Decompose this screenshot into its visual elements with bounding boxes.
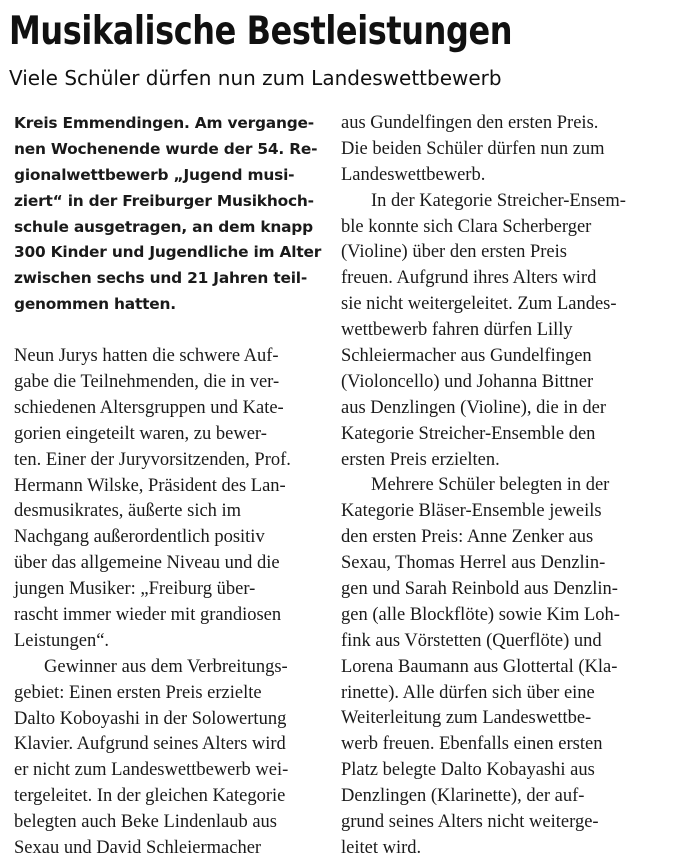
text-line: tergeleitet. In der gleichen Kategorie	[14, 786, 286, 807]
text-line: gionalwettbewerb „Jugend musi-	[14, 165, 295, 184]
body-paragraph-strings	[341, 189, 663, 474]
text-line: ble konnte sich Clara Scherberger	[341, 216, 592, 237]
text-line: gabe die Teilnehmenden, die in ver-	[14, 372, 280, 393]
body-paragraph-continuation	[341, 111, 663, 189]
text-line: über das allgemeine Niveau und die	[14, 553, 280, 574]
text-line: Schleiermacher aus Gundelfingen	[341, 346, 592, 367]
text-line: jungen Musiker: „Freiburg über-	[14, 579, 256, 600]
text-line: rinette). Alle dürfen sich über eine	[341, 682, 595, 703]
text-line: In der Kategorie Streicher-Ensem-	[371, 190, 626, 211]
text-line: genommen hatten.	[14, 295, 176, 314]
article-headline: Musikalische Bestleistungen	[9, 9, 513, 54]
text-line: Nachgang außerordentlich positiv	[14, 527, 265, 548]
body-paragraph-winners	[14, 655, 336, 862]
text-line: er nicht zum Landeswettbewerb wei-	[14, 760, 289, 781]
text-line: desmusikrates, äußerte sich im	[14, 501, 242, 522]
text-line: ziert“ in der Freiburger Musikhoch-	[14, 191, 314, 210]
paragraph-gap	[14, 318, 336, 344]
text-line: belegten auch Beke Lindenlaub aus	[14, 812, 278, 833]
text-line: Denzlingen (Klarinette), der auf-	[341, 786, 585, 807]
text-line: Kategorie Streicher-Ensemble den	[341, 423, 596, 444]
text-line: Klavier. Aufgrund seines Alters wird	[14, 734, 286, 755]
text-line: (Violine) über den ersten Preis	[341, 242, 567, 263]
text-line: ten. Einer der Juryvorsitzenden, Prof.	[14, 449, 291, 470]
text-line: Mehrere Schüler belegten in der	[371, 475, 610, 496]
text-line: Sexau und David Schleiermacher	[14, 838, 262, 859]
text-line: schule ausgetragen, an dem knapp	[14, 217, 313, 236]
lead-paragraph	[14, 111, 336, 318]
text-line: grund seines Alters nicht weiterge-	[341, 812, 599, 833]
body-paragraph-winds	[341, 473, 663, 861]
text-line: Kategorie Bläser-Ensemble jeweils	[341, 501, 602, 522]
text-line: Landeswettbewerb.	[341, 164, 486, 185]
text-line: Kreis Emmendingen. Am vergange-	[14, 114, 314, 132]
text-line: gen (alle Blockflöte) sowie Kim Loh-	[341, 604, 620, 625]
text-line: Sexau, Thomas Herrel aus Denzlin-	[341, 553, 606, 574]
text-line: Leistungen“.	[14, 630, 110, 651]
article-subheadline: Viele Schüler dürfen nun zum Landeswettbewerb	[9, 66, 502, 90]
text-line: sie nicht weitergeleitet. Zum Landes-	[341, 294, 617, 315]
text-line: schiedenen Altersgruppen und Kate-	[14, 397, 284, 418]
text-line: werb freuen. Ebenfalls einen ersten	[341, 734, 603, 755]
text-line: den ersten Preis: Anne Zenker aus	[341, 527, 594, 548]
text-line: 300 Kinder und Jugendliche im Alter	[14, 243, 322, 262]
body-paragraph-jury	[14, 344, 336, 655]
text-line: gebiet: Einen ersten Preis erzielte	[14, 682, 262, 703]
text-line: aus Denzlingen (Violine), die in der	[341, 397, 606, 418]
text-line: rascht immer wieder mit grandiosen	[14, 605, 282, 626]
text-line: Hermann Wilske, Präsident des Lan-	[14, 475, 286, 496]
text-line: ersten Preis erzielten.	[341, 449, 500, 470]
text-line: leitet wird.	[341, 837, 422, 858]
text-line: zwischen sechs und 21 Jahren teil-	[14, 269, 308, 288]
text-line: gorien eingeteilt waren, zu bewer-	[14, 423, 267, 444]
text-line: gen und Sarah Reinbold aus Denzlin-	[341, 579, 618, 600]
right-column	[341, 111, 663, 862]
text-line: Gewinner aus dem Verbreitungs-	[44, 656, 288, 677]
text-line: nen Wochenende wurde der 54. Re-	[14, 139, 318, 158]
text-line: Neun Jurys hatten die schwere Auf-	[14, 346, 279, 367]
text-line: fink aus Vörstetten (Querflöte) und	[341, 630, 602, 651]
left-column	[14, 111, 336, 862]
text-line: Die beiden Schüler dürfen nun zum	[341, 138, 605, 159]
text-line: wettbewerb fahren dürfen Lilly	[341, 320, 573, 341]
text-line: Platz belegte Dalto Kobayashi aus	[341, 760, 595, 781]
text-line: Weiterleitung zum Landeswettbe-	[341, 708, 592, 729]
text-line: freuen. Aufgrund ihres Alters wird	[341, 268, 597, 289]
text-line: (Violoncello) und Johanna Bittner	[341, 371, 594, 392]
text-line: Lorena Baumann aus Glottertal (Kla-	[341, 656, 618, 677]
text-line: Dalto Koboyashi in der Solowertung	[14, 708, 287, 729]
text-line: aus Gundelfingen den ersten Preis.	[341, 113, 599, 133]
